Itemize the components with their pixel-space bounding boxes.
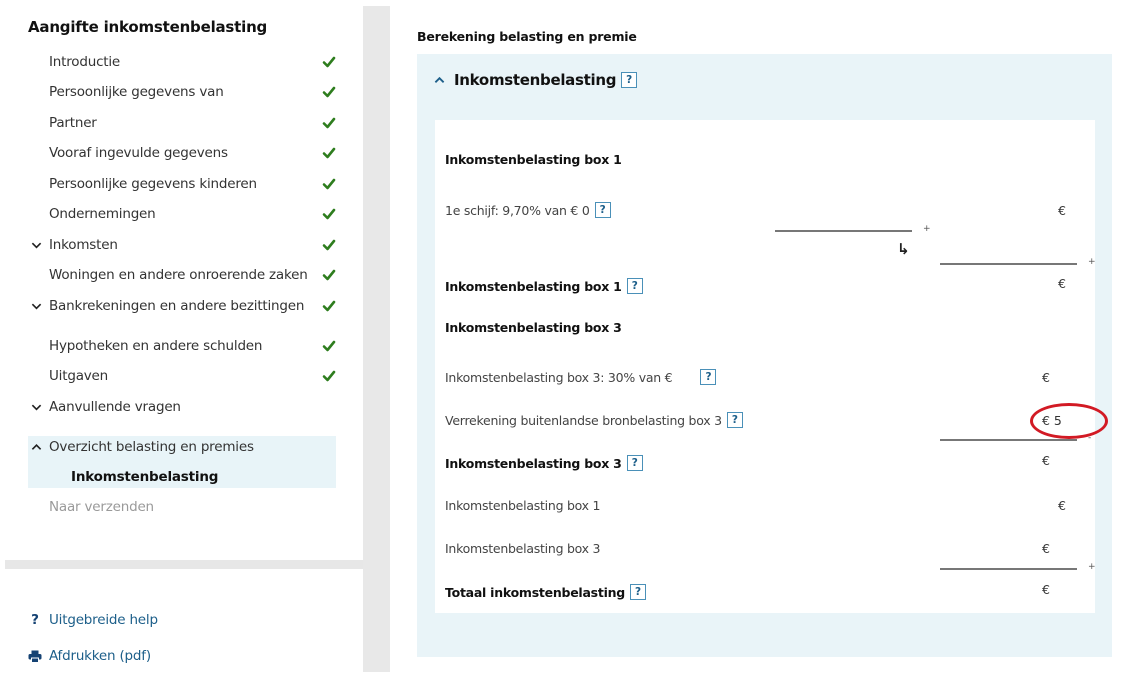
help-icon[interactable]: ? [627, 278, 643, 294]
schijf-amount: € [1058, 203, 1066, 218]
plus-operator: + [1088, 562, 1096, 572]
carry-arrow-icon: ↳ [897, 240, 910, 258]
box3-calc-amount: € [1042, 370, 1050, 385]
chevron-down-icon[interactable] [30, 239, 42, 251]
calculation-card [435, 120, 1095, 613]
sidebar-item-label: Partner [49, 115, 97, 131]
box1-total-label: Inkomstenbelasting box 1 [445, 278, 622, 294]
sidebar-item-label: Persoonlijke gegevens kinderen [49, 176, 257, 192]
layout-gutter [363, 6, 390, 672]
box3-calc-label: Inkomstenbelasting box 3: 30% van € [445, 369, 673, 385]
check-icon [322, 369, 336, 383]
box3-heading [445, 320, 622, 335]
box3-total-row [445, 455, 643, 471]
check-icon [322, 146, 336, 160]
sidebar-item-inkomsten[interactable] [28, 230, 336, 260]
summary-box1-row [445, 498, 600, 513]
help-icon[interactable]: ? [700, 369, 716, 385]
help-icon[interactable]: ? [630, 584, 646, 600]
box1-total-row [445, 278, 643, 294]
sidebar-item-label: Woningen en andere onroerende zaken [49, 267, 308, 283]
sidebar-item-introductie[interactable] [28, 47, 336, 77]
box3-calc-row [445, 369, 716, 385]
question-icon: ? [31, 612, 39, 628]
box3-total-label: Inkomstenbelasting box 3 [445, 455, 622, 471]
print-pdf-label: Afdrukken (pdf) [49, 648, 151, 664]
summary-box3-label: Inkomstenbelasting box 3 [445, 541, 601, 556]
sidebar-item-label: Inkomstenbelasting [71, 469, 219, 485]
check-icon [322, 339, 336, 353]
check-icon [322, 177, 336, 191]
sidebar-item-partner[interactable] [28, 108, 336, 138]
sidebar-item-naar-verzenden [28, 492, 336, 522]
chevron-down-icon[interactable] [30, 401, 42, 413]
check-icon [322, 238, 336, 252]
help-icon[interactable]: ? [595, 202, 611, 218]
schijf-row [445, 202, 611, 218]
check-icon [322, 55, 336, 69]
sidebar-item-label: Hypotheken en andere schulden [49, 338, 263, 354]
help-icon[interactable]: ? [727, 412, 743, 428]
sidebar-item-persoonlijke-gegevens[interactable] [28, 77, 336, 107]
panel-toggle[interactable] [434, 71, 637, 89]
inkomstenbelasting-panel [417, 54, 1112, 657]
sidebar-item-vooraf-ingevulde-gegevens[interactable] [28, 138, 336, 168]
sidebar-item-uitgaven[interactable] [28, 361, 336, 391]
subtotal-rule [940, 439, 1077, 441]
plus-operator: + [1088, 257, 1096, 267]
summary-box1-amount: € [1058, 498, 1066, 513]
verrekening-row [445, 412, 743, 428]
sidebar-divider [5, 560, 363, 569]
sidebar-item-label: Naar verzenden [49, 499, 154, 515]
printer-icon [28, 650, 42, 663]
schijf-label: 1e schijf: 9,70% van € 0 [445, 202, 590, 218]
sidebar-item-label: Overzicht belasting en premies [49, 439, 254, 455]
sidebar-item-ondernemingen[interactable] [28, 199, 336, 229]
totaal-amount: € [1042, 582, 1050, 597]
page-heading: Berekening belasting en premie [417, 29, 637, 44]
check-icon [322, 268, 336, 282]
sidebar-item-label: Vooraf ingevulde gegevens [49, 145, 228, 161]
sidebar-item-label: Ondernemingen [49, 206, 156, 222]
summary-box3-amount: € [1042, 541, 1050, 556]
sidebar-item-label: Aanvullende vragen [49, 399, 181, 415]
totaal-row [445, 584, 646, 600]
sidebar-subitem-inkomstenbelasting[interactable] [28, 462, 336, 492]
extended-help-label: Uitgebreide help [49, 612, 158, 628]
verrekening-amount: € 5 [1042, 413, 1062, 428]
box1-total-amount: € [1058, 276, 1066, 291]
subtotal-rule [940, 263, 1077, 265]
totaal-label: Totaal inkomstenbelasting [445, 584, 625, 600]
sidebar-item-label: Introductie [49, 54, 121, 70]
sidebar-item-label: Bankrekeningen en andere bezittingen [49, 298, 305, 314]
sidebar-item-gegevens-kinderen[interactable] [28, 169, 336, 199]
chevron-down-icon[interactable] [30, 300, 42, 312]
sidebar-title: Aangifte inkomstenbelasting [28, 18, 268, 36]
sidebar-item-aanvullende-vragen[interactable] [28, 392, 336, 422]
sidebar-item-bankrekeningen[interactable] [28, 291, 336, 321]
plus-operator: + [923, 224, 931, 234]
summary-box3-row [445, 541, 600, 556]
sidebar-item-hypotheken[interactable] [28, 331, 336, 361]
verrekening-label: Verrekening buitenlandse bronbelasting box 3 [445, 412, 722, 428]
sidebar-item-label: Inkomsten [49, 237, 118, 253]
box3-heading-text: Inkomstenbelasting box 3 [445, 320, 622, 335]
check-icon [322, 299, 336, 313]
sidebar [0, 0, 363, 690]
chevron-up-icon [434, 74, 446, 86]
total-rule [940, 568, 1077, 570]
sidebar-item-woningen[interactable] [28, 260, 336, 290]
chevron-up-icon[interactable] [30, 441, 42, 453]
check-icon [322, 85, 336, 99]
box1-heading-text: Inkomstenbelasting box 1 [445, 152, 622, 167]
sidebar-item-label: Uitgaven [49, 368, 109, 384]
minus-operator: - [1088, 433, 1092, 443]
print-pdf-link[interactable] [28, 648, 151, 664]
extended-help-link[interactable] [28, 612, 158, 628]
help-icon[interactable]: ? [621, 72, 637, 88]
sidebar-item-label: Persoonlijke gegevens van [49, 84, 224, 100]
sidebar-item-overzicht-belasting[interactable] [28, 432, 336, 462]
help-icon[interactable]: ? [627, 455, 643, 471]
box1-heading [445, 152, 622, 167]
check-icon [322, 207, 336, 221]
panel-title: Inkomstenbelasting [454, 71, 617, 89]
check-icon [322, 116, 336, 130]
summary-box1-label: Inkomstenbelasting box 1 [445, 498, 601, 513]
box3-total-amount: € [1042, 453, 1050, 468]
subtotal-rule [775, 230, 912, 232]
